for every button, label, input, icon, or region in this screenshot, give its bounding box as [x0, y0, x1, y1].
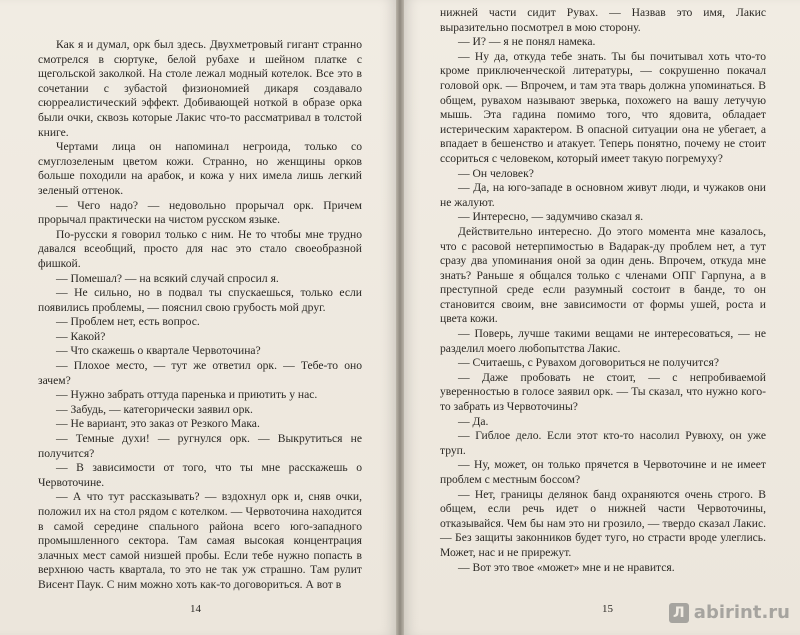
paragraph: — Не вариант, это заказ от Резкого Мака.: [56, 417, 260, 431]
paragraph: — Вот это твое «может» мне и не нравится.: [458, 560, 675, 574]
paragraph: Действительно интересно. До этого момента мне казалось, что с расовой нетерпимостью в Вадарак-ду проблем нет, а тут сразу два упоминания оной за один день. Впрочем, откуда мне знать? Раньше я общался только с членами ОПГ Гарпуна, а в преступной среде если разумный состоит в банде, то он становится своим, вне зависимости от формы ушей, роста и цвета кожи.: [440, 224, 766, 326]
book-gutter: [396, 0, 404, 635]
paragraph: По-русски я говорил только с ним. Не то чтобы мне трудно давался всеобщий, просто для нас это стало своеобразной фишкой.: [38, 227, 362, 270]
paragraph: — Нужно забрать оттуда паренька и приютить у нас.: [56, 388, 318, 402]
paragraph: — Он человек?: [458, 166, 534, 180]
paragraph: — Поверь, лучше такими вещами не интересоваться, — не разделил моего любопытства Лакис.: [440, 327, 766, 355]
labirint-logo-icon: Л: [669, 603, 689, 623]
paragraph: — Даже пробовать не стоит, — с непробиваемой уверенностью в голосе заявил орк. — Ты сказал, что нужно кого-то забрать из Червоточины?: [440, 370, 766, 414]
paragraph: Чертами лица он напоминал негроида, только со смуглозеленым цветом кожи. Странно, но женщины орков больше походили на арабок, и кожа у них имела лишь легкий зеленый оттенок.: [38, 140, 362, 197]
paragraph: — Интересно, — задумчиво сказал я.: [458, 210, 644, 224]
right-page-text: [440, 6, 766, 575]
left-page: [0, 0, 396, 635]
paragraph: — В зависимости от того, что ты мне расскажешь о Червоточине.: [38, 461, 362, 489]
paragraph: — А что тут рассказывать? — вздохнул орк и, сняв очки, положил их на стол рядом с котелком. — Червоточина находится в самой середине спального района всего юго-западного промышленного сектора. Там самая высокая концентрация злачных мест самой низшей пробы. Если тебе нужно попасть в верхнюю часть квартала, то это не так уж страшно. Там рулит Висент Паук. С ним можно хоть как-то договориться. А вот в: [38, 490, 362, 591]
paragraph: — Темные духи! — ругнулся орк. — Выкрутиться не получится?: [38, 432, 362, 460]
paragraph: — Нет, границы делянок банд охраняются очень строго. В общем, если речь идет о нижней части Червоточины, отказывайся. Чем бы нам это ни грозило, — твердо сказал Лакис. — Без защиты законников будет туго, но страсти вроде улеглись. Может, нас и не прирежут.: [440, 487, 766, 559]
paragraph: — Плохое место, — тут же ответил орк. — Тебе-то оно зачем?: [38, 359, 362, 387]
paragraph: — Какой?: [56, 329, 106, 343]
paragraph: — Ну, может, он только прячется в Червоточине и не имеет проблем с местным боссом?: [440, 458, 766, 486]
paragraph: — И? — я не понял намека.: [458, 35, 596, 49]
paragraph: — Гиблое дело. Если этот кто-то насолил Рувюху, он уже труп.: [440, 429, 766, 457]
paragraph: — Да, на юго-западе в основном живут люди, и чужаков они не жалуют.: [440, 181, 766, 209]
watermark-text: abirint.ru: [693, 602, 790, 623]
paragraph: — Чего надо? — недовольно прорычал орк. Причем прорычал практически на чистом русском языке.: [38, 198, 362, 227]
page-number-left: 14: [190, 603, 201, 615]
paragraph: — Считаешь, с Рувахом договориться не получится?: [458, 356, 719, 370]
paragraph: — Забудь, — категорически заявил орк.: [56, 402, 253, 416]
right-page: [404, 0, 800, 635]
paragraph: — Да.: [458, 414, 489, 428]
paragraph: — Что скажешь о квартале Червоточина?: [56, 344, 261, 358]
paragraph: нижней части сидит Рувах. — Назвав это имя, Лакис выразительно посмотрел в мою сторону.: [440, 6, 766, 34]
paragraph: Как я и думал, орк был здесь. Двухметровый гигант странно смотрелся в сюртуке, белой рубахе и шейном платке с щегольской заколкой. На столе лежал модный котелок. Все это в сочетании с зубастой физиономией дикаря создавало сюрреалистический эффект. Добивающей ноткой в образе орка были очки, сквозь которые Лакис что-то рассматривал в толстой книге.: [38, 38, 362, 139]
left-page-text: [38, 38, 362, 593]
labirint-watermark: [669, 602, 790, 623]
paragraph: — Не сильно, но в подвал ты спускаешься, только если появились проблемы, — пояснил свою грубость мой друг.: [38, 286, 362, 314]
paragraph: — Ну да, откуда тебе знать. Ты бы почитывал хоть что-то кроме приключенческой литературы, — сокрушенно покачал головой орк. — Впрочем, и там эта тварь должна упоминаться. В общем, рувахом называют зверька, похожего на вашу летучую мышь. Эта гадина помимо того, что ядовита, обладает истерическим характером. В опасной ситуации она не убегает, а впадает в бешенство и атакует. Теперь понятно, почему не стоит ссориться с человеком, который имеет такую погремуху?: [440, 49, 766, 165]
page-number-right: 15: [602, 603, 613, 615]
paragraph: — Проблем нет, есть вопрос.: [56, 315, 200, 329]
paragraph: — Помешал? — на всякий случай спросил я.: [56, 271, 279, 285]
